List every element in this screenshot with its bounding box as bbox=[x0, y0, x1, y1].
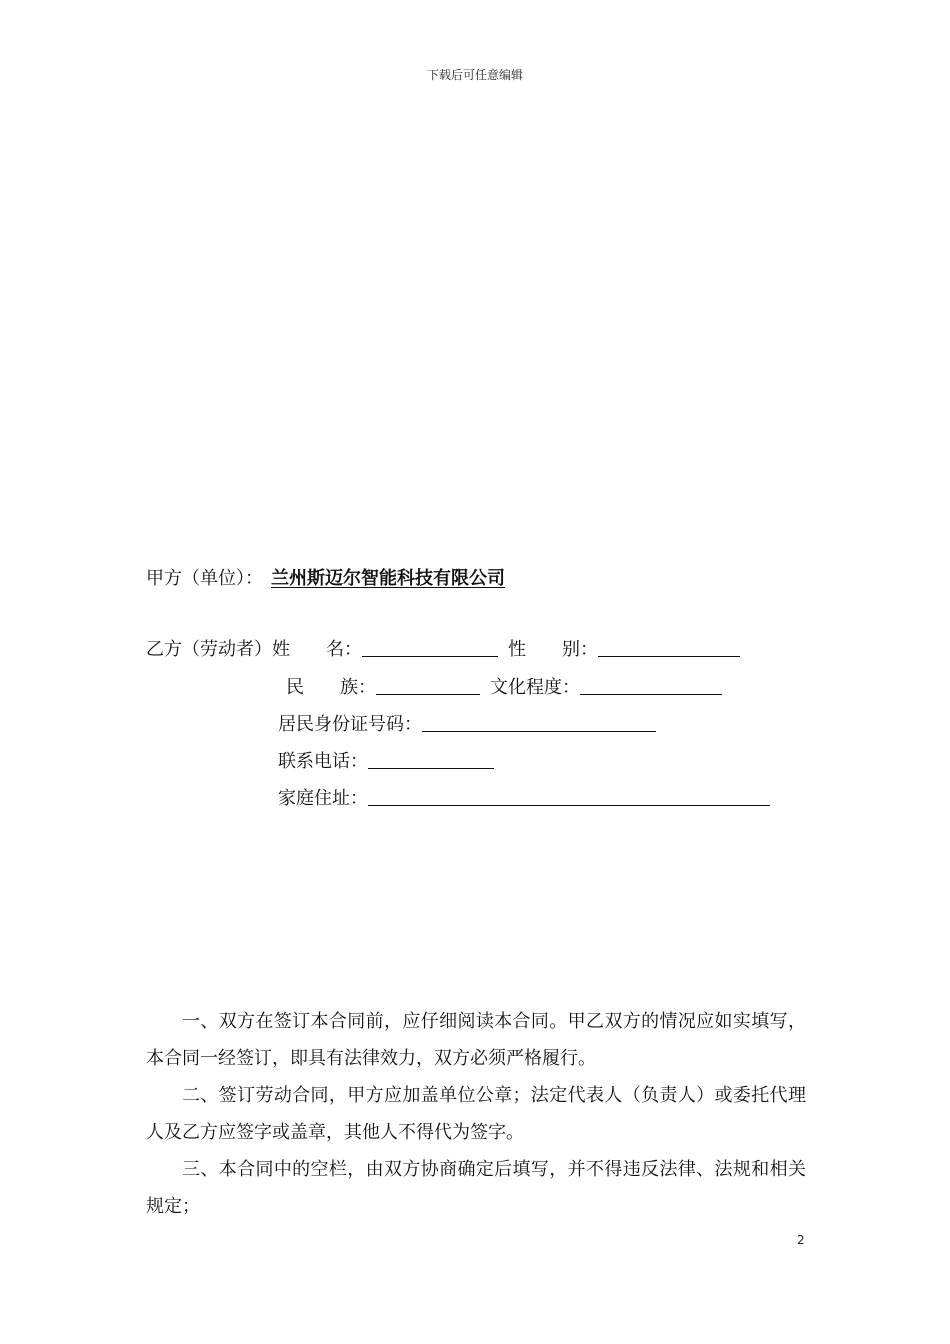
party-b-row-id bbox=[278, 713, 656, 737]
party-b-row-name-gender bbox=[146, 638, 740, 662]
education-blank[interactable] bbox=[580, 676, 722, 695]
education-label: 文化程度： bbox=[490, 677, 580, 698]
party-a-line bbox=[146, 567, 505, 591]
party-b-row-ethnicity-education bbox=[286, 676, 722, 700]
ethnicity-blank[interactable] bbox=[376, 676, 480, 695]
party-b-row-phone bbox=[278, 750, 494, 774]
page-number: 2 bbox=[797, 1233, 805, 1247]
phone-blank[interactable] bbox=[368, 750, 494, 769]
name-label: 姓 名： bbox=[272, 639, 362, 660]
note-paragraph-1: 一、双方在签订本合同前，应仔细阅读本合同。甲乙双方的情况应如实填写，本合同一经签订，即具有法律效力，双方必须严格履行。 bbox=[146, 1011, 806, 1069]
party-a-company: 兰州斯迈尔智能科技有限公司 bbox=[271, 568, 505, 589]
note-paragraph-3: 三、本合同中的空栏，由双方协商确定后填写，并不得违反法律、法规和相关规定； bbox=[146, 1159, 806, 1217]
address-blank[interactable] bbox=[368, 787, 770, 806]
note-paragraph-2: 二、签订劳动合同，甲方应加盖单位公章；法定代表人（负责人）或委托代理人及乙方应签字或盖章，其他人不得代为签字。 bbox=[146, 1085, 806, 1143]
id-blank[interactable] bbox=[422, 713, 656, 732]
party-b-row-address bbox=[278, 787, 770, 811]
page-header: 下载后可任意编辑 bbox=[426, 68, 523, 82]
contract-notes bbox=[146, 1003, 806, 1225]
ethnicity-label: 民 族： bbox=[286, 677, 376, 698]
party-b-label: 乙方（劳动者） bbox=[146, 639, 272, 660]
address-label: 家庭住址： bbox=[278, 788, 368, 809]
gender-label: 性 别： bbox=[508, 639, 598, 660]
party-a-label: 甲方（单位）： bbox=[146, 568, 263, 589]
gender-blank[interactable] bbox=[598, 638, 740, 657]
phone-label: 联系电话： bbox=[278, 751, 368, 772]
id-label: 居民身份证号码： bbox=[278, 714, 422, 735]
name-blank[interactable] bbox=[362, 638, 498, 657]
